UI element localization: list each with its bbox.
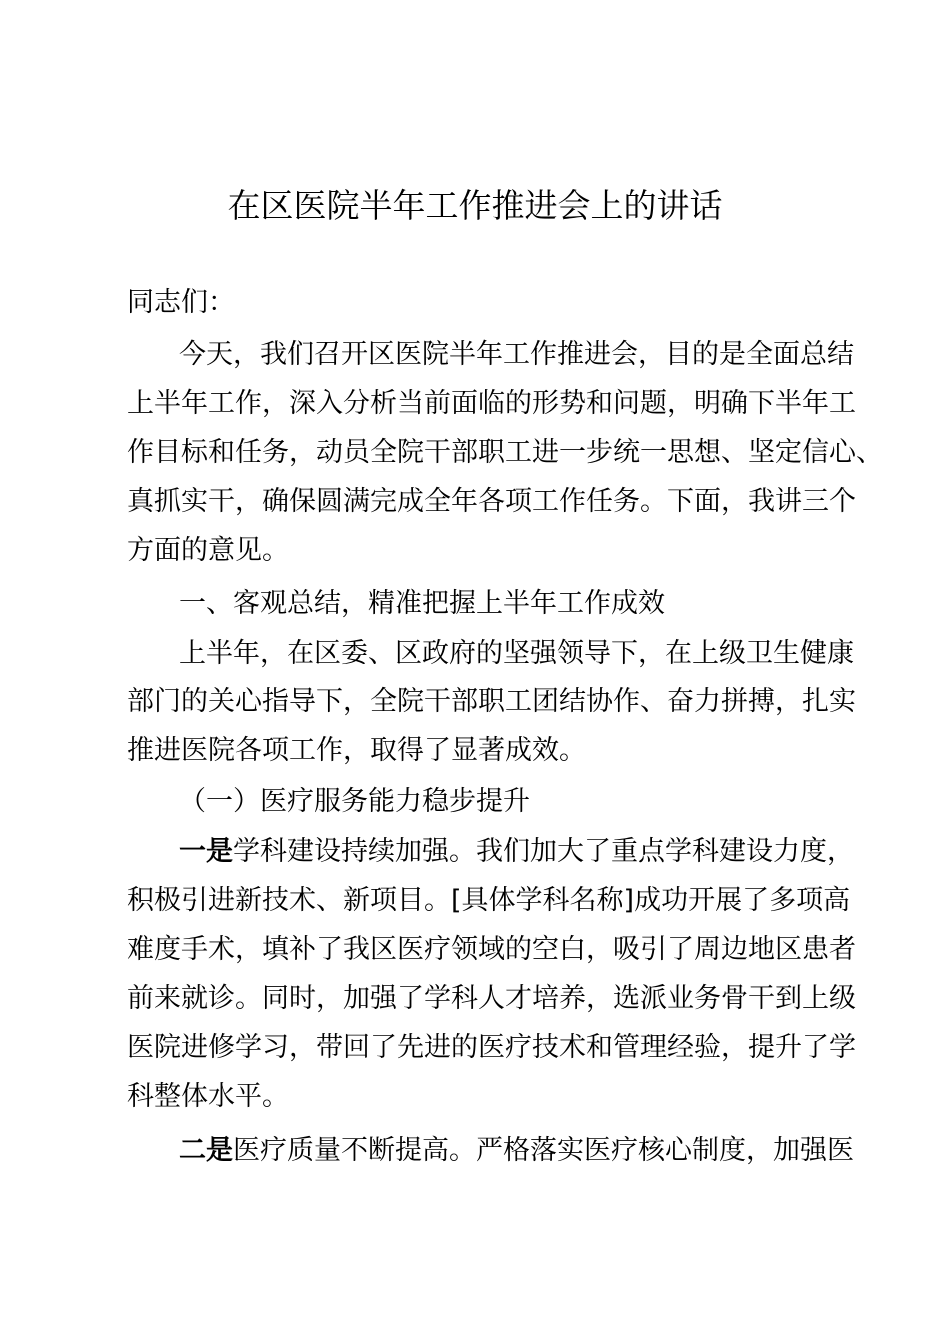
point1-line-2: 积极引进新技术、新项目。[具体学科名称]成功开展了多项高 bbox=[127, 885, 851, 916]
section-heading-1: 一、客观总结，精准把握上半年工作成效 bbox=[179, 588, 665, 619]
salutation: 同志们： bbox=[127, 287, 235, 318]
intro-line-2: 上半年工作，深入分析当前面临的形势和问题，明确下半年工 bbox=[127, 388, 856, 419]
section1-line-2: 部门的关心指导下，全院干部职工团结协作、奋力拼搏，扎实 bbox=[127, 686, 856, 717]
point1-line-3: 难度手术，填补了我区医疗领域的空白，吸引了周边地区患者 bbox=[127, 934, 856, 965]
point1-line-5: 医院进修学习，带回了先进的医疗技术和管理经验，提升了学 bbox=[127, 1032, 856, 1063]
point1-line-4: 前来就诊。同时，加强了学科人才培养，选派业务骨干到上级 bbox=[127, 983, 856, 1014]
intro-line-3: 作目标和任务，动员全院干部职工进一步统一思想、坚定信心、 bbox=[127, 437, 883, 468]
section1-line-1: 上半年，在区委、区政府的坚强领导下，在上级卫生健康 bbox=[179, 638, 854, 669]
point2-text: 医疗质量不断提高。严格落实医疗核心制度，加强医 bbox=[233, 1135, 854, 1166]
intro-line-1: 今天，我们召开区医院半年工作推进会，目的是全面总结 bbox=[179, 339, 854, 370]
subsection-heading-1: （一）医疗服务能力稳步提升 bbox=[179, 786, 530, 817]
point1-line-6: 科整体水平。 bbox=[127, 1081, 289, 1112]
point2-lead: 二是 bbox=[179, 1135, 233, 1166]
document-title: 在区医院半年工作推进会上的讲话 bbox=[227, 186, 723, 225]
intro-line-5: 方面的意见。 bbox=[127, 535, 289, 566]
point1-text: 学科建设持续加强。我们加大了重点学科建设力度， bbox=[233, 836, 854, 867]
point1-line-1 bbox=[179, 832, 854, 872]
point1-lead: 一是 bbox=[179, 836, 233, 867]
section1-line-3: 推进医院各项工作，取得了显著成效。 bbox=[127, 735, 586, 766]
intro-line-4: 真抓实干，确保圆满完成全年各项工作任务。下面，我讲三个 bbox=[127, 486, 856, 517]
point2-line-1 bbox=[179, 1131, 854, 1171]
